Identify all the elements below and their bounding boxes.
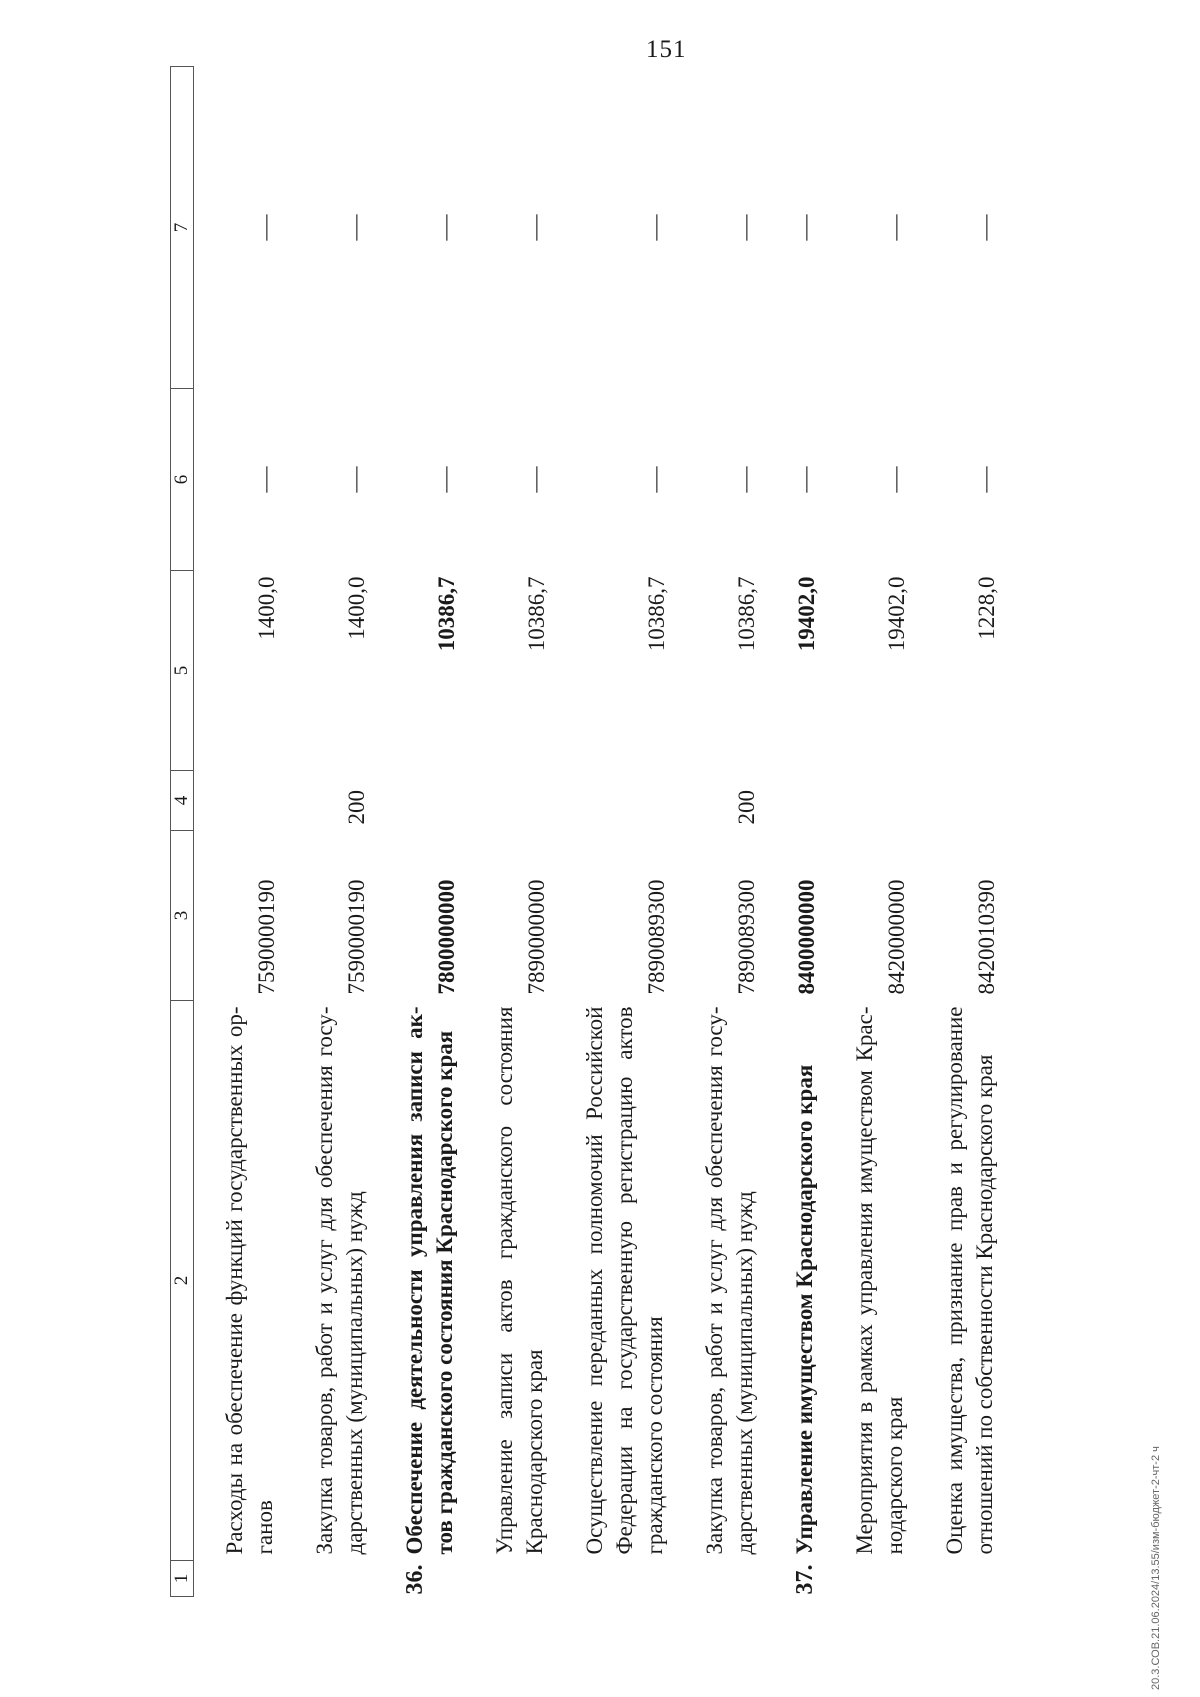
row-description bbox=[284, 1001, 374, 1561]
row-col7-dash: — bbox=[730, 214, 759, 241]
table-row bbox=[914, 67, 1004, 1597]
row-code: 7590000190 bbox=[344, 879, 369, 995]
header-cell-1: 1 bbox=[171, 1561, 194, 1597]
row-amount: 10386,7 bbox=[644, 576, 669, 652]
table-row bbox=[194, 67, 285, 1597]
row-number-cell bbox=[464, 1561, 554, 1597]
row-description-text: Расходы на обеспечение функций государственных ор-ганов bbox=[222, 1006, 277, 1555]
page-number: 151 bbox=[646, 36, 687, 63]
row-description-text: Управление записи актов гражданского состояния Краснодарского края bbox=[492, 1006, 547, 1555]
row-col6-dash: — bbox=[640, 466, 669, 493]
row-description-text: Мероприятия в рамках управления имуществом Крас-нодарского края bbox=[852, 1006, 907, 1555]
row-code: 8420010390 bbox=[974, 879, 999, 995]
row-description bbox=[914, 1001, 1004, 1561]
row-col6-dash: — bbox=[790, 466, 819, 493]
row-col6-dash: — bbox=[730, 466, 759, 493]
row-number-cell bbox=[674, 1561, 764, 1597]
row-code: 7890089300 bbox=[644, 879, 669, 995]
row-expense-type: 200 bbox=[734, 790, 759, 825]
row-col6-dash: — bbox=[340, 466, 369, 493]
row-expense-type bbox=[554, 771, 674, 831]
row-expense-type bbox=[914, 771, 1004, 831]
table-row bbox=[464, 67, 554, 1597]
table-row bbox=[374, 67, 464, 1597]
row-code: 8420000000 bbox=[884, 879, 909, 995]
row-col6-dash: — bbox=[250, 466, 279, 493]
row-col6-dash: — bbox=[970, 466, 999, 493]
row-number: 37. bbox=[792, 1564, 818, 1595]
table-row bbox=[674, 67, 764, 1597]
row-amount: 10386,7 bbox=[524, 576, 549, 652]
row-col7-dash: — bbox=[520, 214, 549, 241]
row-description-text: Закупка товаров, работ и услуг для обеспечения госу-дарственных (муниципальных) нужд bbox=[702, 1006, 757, 1555]
row-amount: 19402,0 bbox=[884, 576, 909, 652]
table-row bbox=[284, 67, 374, 1597]
row-number-cell bbox=[554, 1561, 674, 1597]
row-description bbox=[194, 1001, 285, 1561]
header-cell-2: 2 bbox=[171, 1001, 194, 1561]
header-cell-6: 6 bbox=[171, 389, 194, 571]
row-expense-type bbox=[824, 771, 914, 831]
row-number-cell bbox=[914, 1561, 1004, 1597]
row-expense-type bbox=[194, 771, 285, 831]
row-number: 36. bbox=[402, 1564, 428, 1595]
row-amount: 19402,0 bbox=[794, 576, 819, 652]
row-description-text: Управление имуществом Краснодарского края bbox=[792, 1064, 817, 1555]
row-amount: 10386,7 bbox=[434, 576, 459, 652]
row-col6-dash: — bbox=[520, 466, 549, 493]
row-col7-dash: — bbox=[430, 214, 459, 241]
row-description-text: Оценка имущества, признание прав и регулирование отношений по собственности Краснодарского края bbox=[942, 1006, 997, 1555]
budget-table bbox=[170, 66, 1004, 1597]
row-number-cell bbox=[824, 1561, 914, 1597]
row-amount: 10386,7 bbox=[734, 576, 759, 652]
row-description bbox=[554, 1001, 674, 1561]
row-description bbox=[824, 1001, 914, 1561]
row-description-text: Осуществление переданных полномочий Российской Федерации на государственную регистрацию актов гражданского состояния bbox=[582, 1006, 667, 1555]
row-description bbox=[374, 1001, 464, 1595]
row-expense-type: 200 bbox=[344, 790, 369, 825]
table-row bbox=[554, 67, 674, 1597]
row-description bbox=[464, 1001, 554, 1561]
row-code: 8400000000 bbox=[794, 879, 819, 995]
row-description bbox=[764, 1001, 824, 1595]
table-header-row bbox=[171, 67, 194, 1597]
row-number-cell bbox=[284, 1561, 374, 1597]
row-amount: 1228,0 bbox=[974, 576, 999, 640]
row-col6-dash: — bbox=[430, 466, 459, 493]
row-col7-dash: — bbox=[790, 214, 819, 241]
row-expense-type bbox=[374, 771, 464, 831]
row-amount: 1400,0 bbox=[254, 576, 279, 640]
row-number-cell bbox=[194, 1561, 285, 1597]
row-col7-dash: — bbox=[880, 214, 909, 241]
row-description-text: Закупка товаров, работ и услуг для обеспечения госу-дарственных (муниципальных) нужд bbox=[312, 1006, 367, 1555]
row-expense-type bbox=[764, 771, 824, 831]
header-cell-4: 4 bbox=[171, 771, 194, 831]
row-col7-dash: — bbox=[640, 214, 669, 241]
row-code: 7800000000 bbox=[434, 879, 459, 995]
row-code: 7890089300 bbox=[734, 879, 759, 995]
table-row bbox=[824, 67, 914, 1597]
row-description bbox=[674, 1001, 764, 1561]
row-code: 7590000190 bbox=[254, 879, 279, 995]
row-col7-dash: — bbox=[340, 214, 369, 241]
row-description-text: Обеспечение деятельности управления записи ак-тов гражданского состояния Краснодарского края bbox=[402, 1006, 457, 1555]
header-cell-7: 7 bbox=[171, 67, 194, 389]
table-row bbox=[764, 67, 824, 1597]
budget-table-rotated bbox=[170, 0, 1070, 1597]
row-amount: 1400,0 bbox=[344, 576, 369, 640]
row-col7-dash: — bbox=[970, 214, 999, 241]
row-col7-dash: — bbox=[250, 214, 279, 241]
header-cell-5: 5 bbox=[171, 571, 194, 771]
row-code: 7890000000 bbox=[524, 879, 549, 995]
row-col6-dash: — bbox=[880, 466, 909, 493]
footer-stamp: 20.3.СОВ.21.06.2024/13.55/изм-бюджет-2-чт-2 ч bbox=[1150, 1446, 1162, 1690]
header-cell-3: 3 bbox=[171, 831, 194, 1001]
row-expense-type bbox=[464, 771, 554, 831]
